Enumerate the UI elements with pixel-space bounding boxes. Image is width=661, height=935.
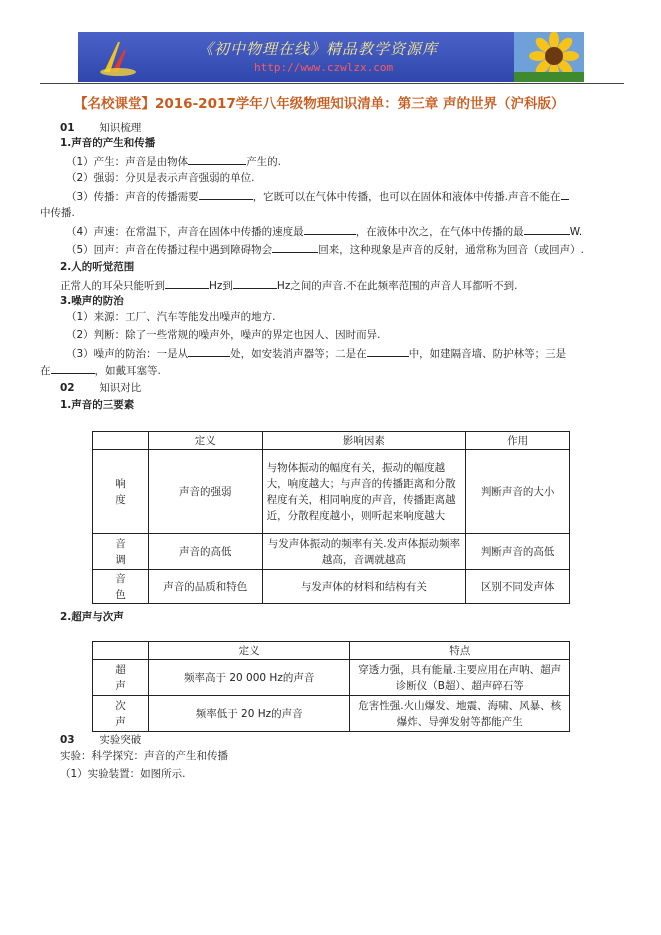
cell-definition: 声音的强弱 — [148, 450, 262, 534]
line-propagation — [66, 189, 569, 204]
cell-feature: 危害性强.火山爆发、地震、海啸、风暴、核爆炸、导弹发射等都能产生 — [350, 696, 570, 732]
section-03-heading — [60, 733, 141, 747]
table-header-row — [93, 642, 570, 660]
cell-use: 判断声音的高低 — [466, 534, 570, 570]
section-label: 知识梳理 — [99, 122, 142, 134]
table-row — [93, 696, 570, 732]
text: 处，如安装消声器等；二是在 — [230, 348, 367, 360]
text: 产生的. — [246, 156, 282, 168]
text: （3）噪声的防治：一是从 — [66, 348, 189, 360]
table-row — [93, 450, 570, 534]
text: 在 — [40, 365, 51, 377]
line-intensity: （2）强弱：分贝是表示声音强弱的单位. — [66, 172, 255, 184]
header-cell: 影响因素 — [262, 432, 466, 450]
table-row — [93, 570, 570, 604]
document-title: 【名校课堂】2016-2017学年八年级物理知识清单：第三章 声的世界（沪科版） — [74, 96, 565, 112]
cell-factor: 与物体振动的幅度有关，振动的幅度越大，响度越大；与声音的传播距离和分散程度有关，相同响度的声音，传播距离越近，分散程度越小，则听起来响度越大 — [262, 450, 466, 534]
line-noise-control-cont — [40, 363, 161, 378]
cell-definition: 声音的高低 — [148, 534, 262, 570]
header-cell: 定义 — [148, 642, 350, 660]
header-cell: 特点 — [350, 642, 570, 660]
header-cell: 作用 — [466, 432, 570, 450]
cell-definition: 声音的品质和特色 — [148, 570, 262, 604]
fill-blank[interactable] — [188, 154, 246, 165]
section-label: 知识对比 — [99, 382, 142, 394]
table-row — [93, 534, 570, 570]
fill-blank[interactable] — [233, 278, 277, 289]
section-number: 02 — [60, 382, 75, 394]
subheading-three-elements: 1.声音的三要素 — [60, 399, 135, 411]
fill-blank[interactable] — [524, 224, 570, 235]
banner-url[interactable]: http://www.czwlzx.com — [254, 61, 394, 74]
text: （5）回声：声音在传播过程中遇到障碍物会 — [66, 244, 273, 256]
fill-blank[interactable] — [199, 189, 253, 200]
subheading-noise: 3.噪声的防治 — [60, 295, 124, 307]
row-label: 响 度 — [93, 450, 149, 534]
cell-use: 判断声音的大小 — [466, 450, 570, 534]
subheading-hearing: 2.人的听觉范围 — [60, 261, 135, 273]
fill-blank[interactable] — [367, 346, 409, 357]
text: ，它既可以在气体中传播，也可以在固体和液体中传播.声音不能在 — [252, 191, 561, 203]
table-three-elements — [92, 431, 570, 604]
site-logo-icon — [98, 38, 138, 78]
text: 正常人的耳朵只能听到 — [60, 280, 165, 292]
row-label: 音 色 — [93, 570, 149, 604]
line-noise-judge: （2）判断：除了一些常规的噪声外，噪声的界定也因人、因时而异. — [66, 329, 381, 341]
line-experiment: 实验：科学探究：声音的产生和传播 — [60, 750, 228, 762]
line-noise-source: （1）来源：工厂、汽车等能发出噪声的地方. — [66, 311, 276, 323]
fill-blank[interactable] — [51, 363, 95, 374]
text: W. — [569, 226, 583, 238]
header-cell — [93, 642, 149, 660]
line-propagation-cont: 中传播. — [40, 207, 75, 219]
fill-blank[interactable] — [188, 346, 230, 357]
line-echo — [66, 242, 584, 257]
header-cell — [93, 432, 149, 450]
text: 回来，这种现象是声音的反射，通常称为回音（或回声）. — [318, 244, 585, 256]
subheading-ultra-infra: 2.超声与次声 — [60, 611, 124, 623]
subheading-production: 1.声音的产生和传播 — [60, 137, 156, 149]
text: （4）声速：在常温下，声音在固体中传播的速度最 — [66, 226, 304, 238]
line-noise-control — [66, 346, 566, 361]
banner-title: 《初中物理在线》精品教学资源库 — [198, 40, 439, 58]
text: Hz之间的声音.不在此频率范围的声音人耳都听不到. — [276, 280, 518, 292]
sunflower-icon — [514, 32, 584, 82]
text: 中，如建隔音墙、防护林等；三是 — [408, 348, 567, 360]
section-label: 实验突破 — [99, 734, 142, 746]
row-label: 超 声 — [93, 660, 149, 696]
fill-blank[interactable] — [272, 242, 318, 253]
section-01-heading — [60, 121, 141, 135]
section-02-heading — [60, 381, 141, 395]
cell-definition: 频率低于 20 Hz的声音 — [148, 696, 350, 732]
fill-blank[interactable] — [304, 224, 356, 235]
section-number: 01 — [60, 122, 75, 134]
header-banner — [78, 32, 584, 82]
cell-definition: 频率高于 20 000 Hz的声音 — [148, 660, 350, 696]
text: （1）产生：声音是由物体 — [66, 156, 189, 168]
row-label: 次 声 — [93, 696, 149, 732]
text: ，如戴耳塞等. — [94, 365, 161, 377]
fill-blank[interactable] — [561, 189, 569, 200]
row-label: 音 调 — [93, 534, 149, 570]
cell-use: 区别不同发声体 — [466, 570, 570, 604]
header-divider — [40, 83, 624, 84]
cell-feature: 穿透力强，具有能量.主要应用在声呐、超声诊断仪（B超）、超声碎石等 — [350, 660, 570, 696]
section-number: 03 — [60, 734, 75, 746]
fill-blank[interactable] — [165, 278, 209, 289]
cell-factor: 与发声体振动的频率有关.发声体振动频率越高，音调就越高 — [262, 534, 466, 570]
line-production — [66, 154, 281, 169]
line-speed — [66, 224, 582, 239]
table-header-row — [93, 432, 570, 450]
cell-factor: 与发声体的材料和结构有关 — [262, 570, 466, 604]
table-row — [93, 660, 570, 696]
text: （3）传播：声音的传播需要 — [66, 191, 199, 203]
line-hearing-range — [60, 278, 518, 293]
table-ultra-infra — [92, 641, 570, 732]
text: ，在液体中次之，在气体中传播的最 — [355, 226, 524, 238]
header-cell: 定义 — [148, 432, 262, 450]
text: Hz到 — [209, 280, 233, 292]
line-experiment-setup: （1）实验装置：如图所示. — [60, 768, 186, 780]
